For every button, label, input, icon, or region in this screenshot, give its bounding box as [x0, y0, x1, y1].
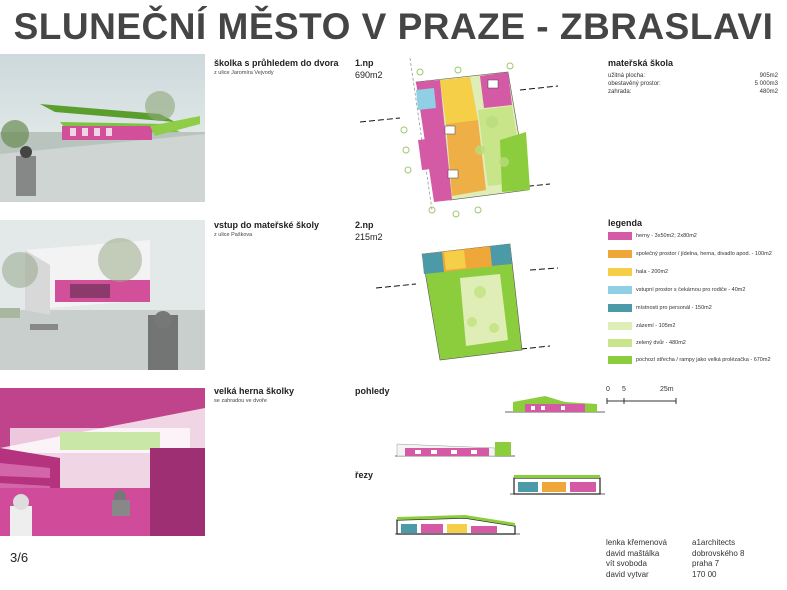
render-1-title: školka s průhledem do dvora: [214, 58, 339, 68]
render-2-subtitle: z ulice Paškova: [214, 232, 253, 238]
school-title: mateřská škola: [608, 58, 674, 68]
legend-item: [608, 339, 686, 347]
legend-label: hala - 200m2: [636, 269, 669, 275]
studio-address: [692, 538, 744, 580]
legend-item: [608, 268, 668, 276]
floor-1-area: 690m2: [355, 70, 383, 80]
scale-end: 25m: [660, 386, 674, 393]
render-3-title: velká herna školky: [214, 386, 295, 396]
author-name: david vytvar: [606, 569, 649, 579]
legend-item: [608, 322, 675, 330]
legend-label: pochozí střecha / rampy jako velká prolézačka - 670m2: [636, 357, 771, 363]
legend-item: [608, 286, 745, 294]
legend-label: zázemí - 105m2: [636, 323, 676, 329]
render-2-title: vstup do mateřské školy: [214, 220, 320, 230]
stat-value: 5 000m3: [754, 81, 778, 87]
render-entrance-view: [0, 220, 205, 370]
studio-line: 170 00: [692, 569, 717, 579]
legend-item: [608, 232, 697, 240]
legend-label: místnosti pro personál - 150m2: [636, 305, 712, 311]
school-stats: [608, 72, 778, 96]
legend-item: [608, 356, 771, 364]
elevation-2: [395, 436, 515, 458]
legend-item: [608, 304, 712, 312]
stat-row: [608, 88, 778, 96]
floor-plan-1np: [360, 50, 560, 222]
author-name: david maštálka: [606, 548, 660, 558]
legend-swatch: [608, 304, 632, 312]
legend-label: herny - 3x50m2; 2x80m2: [636, 233, 697, 239]
legend-item: [608, 250, 772, 258]
author-name: lenka křemenová: [606, 538, 667, 547]
section-2: [395, 510, 520, 536]
elevation-1: [505, 392, 605, 414]
studio-line: praha 7: [692, 559, 720, 568]
legend-swatch: [608, 232, 632, 240]
section-1: [510, 472, 605, 496]
render-3-subtitle: se zahradou ve dvoře: [214, 398, 267, 404]
poster-title: SLUNEČNÍ MĚSTO V PRAZE - ZBRASLAVI: [13, 6, 774, 47]
legend-swatch: [608, 339, 632, 347]
legend-label: společný prostor / jídelna, herna, divadlo apod. - 100m2: [636, 251, 772, 257]
scale-start: 0: [606, 386, 610, 393]
studio-line: dobrovského 8: [692, 548, 745, 558]
stat-label: zahrada:: [608, 89, 632, 95]
legend-swatch: [608, 286, 632, 294]
author-name: vít svoboda: [606, 559, 647, 568]
stat-row: [608, 80, 778, 88]
stat-value: 480m2: [759, 89, 778, 95]
stat-label: užitná plocha:: [608, 73, 646, 79]
floor-1-name: 1.np: [355, 58, 374, 68]
render-1-subtitle: z ulice Jaromíra Vejvody: [214, 70, 274, 76]
legend-label: vstupní prostor s čekárnou pro rodiče - 40m2: [636, 287, 746, 293]
views-title: pohledy: [355, 386, 390, 396]
scale-mid: 5: [622, 386, 626, 393]
legend-swatch: [608, 268, 632, 276]
floor-plan-2np: [360, 222, 560, 372]
legend-swatch: [608, 322, 632, 330]
cuts-title: řezy: [355, 470, 374, 480]
legend-title: legenda: [608, 218, 643, 228]
render-playroom-view: [0, 388, 205, 536]
studio-line: a1architects: [692, 538, 736, 547]
scale-bar: [606, 386, 678, 406]
render-courtyard-view: [0, 54, 205, 202]
floor-2-area: 215m2: [355, 232, 383, 242]
legend: [608, 232, 786, 367]
legend-label: zelený dvůr - 480m2: [636, 340, 686, 346]
stat-row: [608, 72, 778, 80]
stat-value: 905m2: [759, 73, 778, 79]
authors: [606, 538, 667, 580]
stat-label: obestavěný prostor:: [608, 81, 661, 87]
legend-swatch: [608, 356, 632, 364]
page-number: 3/6: [10, 550, 29, 565]
legend-swatch: [608, 250, 632, 258]
floor-2-name: 2.np: [355, 220, 374, 230]
